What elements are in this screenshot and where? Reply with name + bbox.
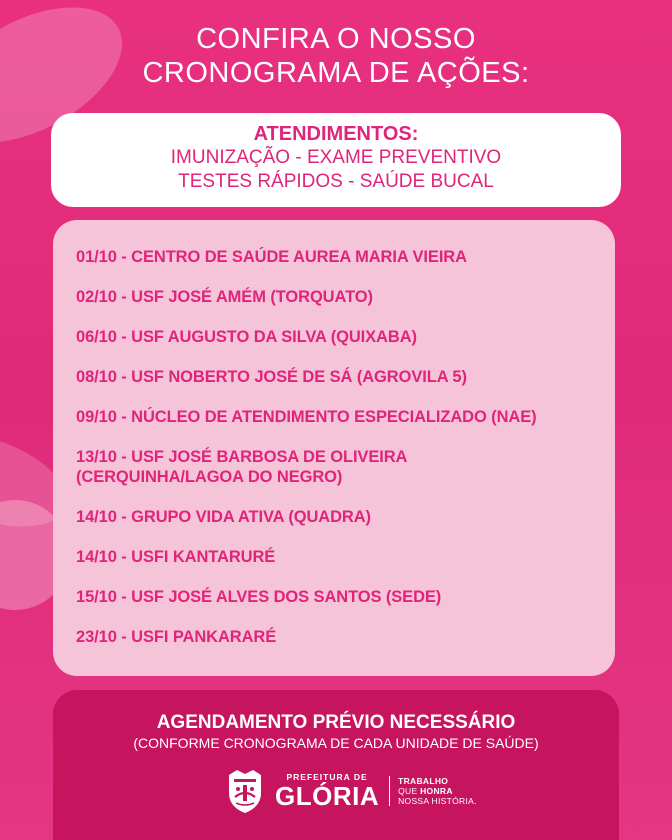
schedule-item-text: 14/10 - GRUPO VIDA ATIVA (QUADRA) [76, 508, 371, 526]
logo-name: GLÓRIA [275, 781, 380, 811]
logo-tagline [398, 776, 477, 806]
logo-divider [389, 776, 390, 806]
page-title [0, 22, 672, 90]
tagline-word: QUE [398, 786, 421, 796]
schedule-item [76, 627, 615, 647]
footer-card [53, 690, 619, 840]
services-title: ATENDIMENTOS: [253, 123, 419, 145]
schedule-item-text: 02/10 - USF JOSÉ AMÉM (TORQUATO) [76, 288, 373, 306]
schedule-item [76, 247, 615, 267]
tagline-line [398, 786, 477, 796]
logo-prefix: PREFEITURA DE [286, 772, 368, 782]
schedule-item [76, 547, 615, 567]
page-title-line: CRONOGRAMA DE AÇÕES: [142, 57, 530, 89]
schedule-item-text: 23/10 - USFI PANKARARÉ [76, 628, 277, 646]
tagline-line: TRABALHO [398, 776, 449, 786]
schedule-item-text: 13/10 - USF JOSÉ BARBOSA DE OLIVEIRA [76, 448, 408, 466]
services-card [51, 113, 621, 207]
schedule-item [76, 507, 615, 527]
footer-note: (CONFORME CRONOGRAMA DE CADA UNIDADE DE SAÚDE) [133, 735, 539, 751]
logo-wordmark [275, 772, 379, 810]
schedule-item-text: 06/10 - USF AUGUSTO DA SILVA (QUIXABA) [76, 328, 417, 346]
schedule-item [76, 587, 615, 607]
tagline-word: HONRA [420, 786, 453, 796]
services-line: TESTES RÁPIDOS - SAÚDE BUCAL [178, 171, 494, 192]
schedule-item-text: 08/10 - USF NOBERTO JOSÉ DE SÁ (AGROVILA 5) [76, 368, 467, 386]
schedule-item-text: (CERQUINHA/LAGOA DO NEGRO) [76, 468, 343, 486]
schedule-item-text: 14/10 - USFI KANTARURÉ [76, 548, 276, 566]
schedule-item [76, 367, 615, 387]
schedule-item [76, 447, 615, 487]
schedule-item-text: 15/10 - USF JOSÉ ALVES DOS SANTOS (SEDE) [76, 588, 442, 606]
schedule-item [76, 287, 615, 307]
footer-title: AGENDAMENTO PRÉVIO NECESSÁRIO [156, 712, 516, 733]
schedule-item [76, 327, 615, 347]
schedule-item-text: 01/10 - CENTRO DE SAÚDE AUREA MARIA VIEIRA [76, 248, 467, 266]
schedule-card [53, 220, 615, 676]
schedule-item [76, 407, 615, 427]
municipal-crest-icon [223, 767, 267, 815]
prefeitura-logo [223, 766, 477, 816]
page-title-line: CONFIRA O NOSSO [196, 23, 476, 55]
services-line: IMUNIZAÇÃO - EXAME PREVENTIVO [170, 147, 502, 168]
schedule-item-text: 09/10 - NÚCLEO DE ATENDIMENTO ESPECIALIZADO (NAE) [76, 408, 537, 426]
tagline-line: NOSSA HISTÓRIA. [398, 796, 477, 806]
